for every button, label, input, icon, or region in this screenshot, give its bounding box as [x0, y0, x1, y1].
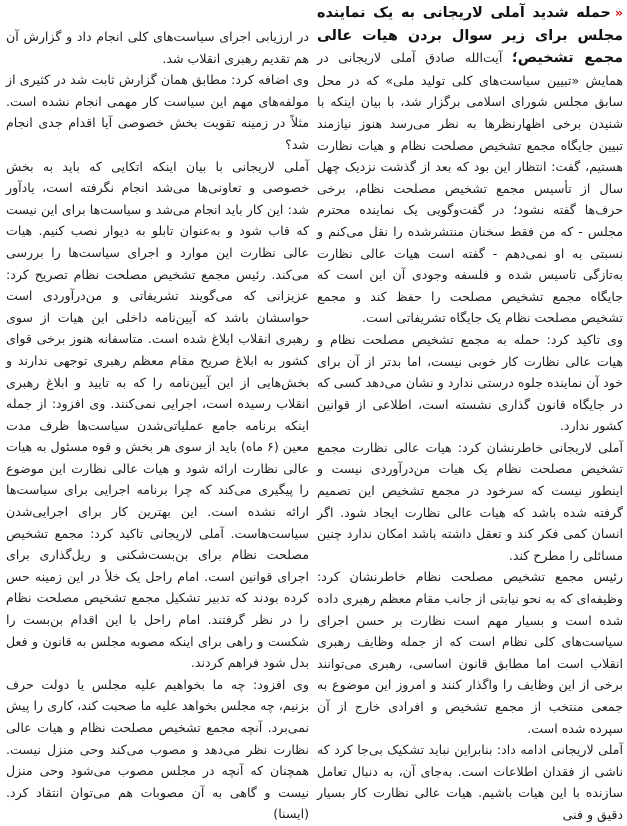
paragraph: آملی لاریجانی با بیان اینکه اتکایی که باید به بخش خصوصی و تعاونی‌ها می‌شد انجام نگرفته است، یادآور شد: این کار باید انجام می‌شد و سیاست‌ها برای این نیست که قاب شود و به‌عنوان تابلو به دیوار نصب کنیم. هیات عالی نظارت این موارد و اجرای سیاست‌ها را بررسی می‌کند. رئیس مجمع تشخیص مصلحت نظام تصریح کرد: عزیزانی که می‌گویند تشریفاتی و من‌درآوردی است حواسشان باشد که آیین‌نامه داخلی این هیات از سوی رهبری انقلاب ابلاغ شده است. متاسفانه هنوز برخی قوای کشور به ابلاغ صریح مقام معظم رهبری توجهی ندارند و بخش‌هایی از این آیین‌نامه را که به تایید و ابلاغ رهبری انقلاب رسیده است، اجرایی نمی‌کنند. وی افزود: از جمله اینکه برنامه جامع عملیاتی‌شدن سیاست‌ها ظرف مدت معین (۶ ماه) باید از سوی هر بخش و قوه مسئول به هیات عالی نظارت ارائه شود و هیات عالی نظارت این موضوع را پیگیری می‌کند که چرا برنامه اجرایی برای سیاست‌ها ارائه نشده است. این بهترین کار برای اجرایی‌شدن سیاست‌هاست. آملی لاریجانی تاکید کرد: مجمع تشخیص مصلحت نظام برای بن‌بست‌شکنی و ریل‌گذاری برای اجرای قوانین است. امام راحل یک خلأ در این زمینه حس کرده بودند که تدبیر تشکیل مجمع تشخیص مصلحت نظام را در نظر گرفتند. امام راحل با این اقدام بن‌بست را شکست و راهی برای اینکه مصوبه مجلس به قانون و فعل بدل شود فراهم کردند.: [6, 158, 309, 671]
double-chevron-left-icon: «: [614, 5, 623, 20]
paragraph: آملی لاریجانی ادامه داد: بنابراین نباید تشکیک بی‌جا کرد که ناشی از فقدان اطلاعات است. به‌جای آن، به دنبال تعامل سازنده با این هیات باشیم. هیات عالی نظارت کار بسیار دقیق و فنی: [317, 742, 623, 822]
article-lead-paragraph: [317, 2, 623, 329]
paragraph: وی اضافه کرد: مطابق همان گزارش ثابت شد در کثیری از مولفه‌های مهم این سیاست کار مهمی انجام نشده است. مثلاً در زمینه تقویت بخش خصوصی آیا اقدام جدی انجام شد؟: [6, 72, 309, 152]
paragraph: رئیس مجمع تشخیص مصلحت نظام خاطرنشان کرد: وظیفه‌ای که به نحو نیابتی از جانب مقام معظم رهبری داده شده است و بسیار مهم است نظارت بر حسن اجرای سیاست‌های کلی نظام است که از جمله وظایف رهبری انقلاب است اما مطابق قانون اساسی، رهبری می‌توانند برخی از این وظایف را واگذار کنند و امروز این موضوع به جمعی منتخب از مجمع تشخیص و افرادی خارج از آن سپرده شده است.: [317, 569, 623, 736]
paragraph: وی تاکید کرد: حمله به مجمع تشخیص مصلحت نظام و هیات عالی نظارت کار خوبی نیست، اما بدتر از آن برای خود آن نماینده جلوه درستی ندارد و نشان می‌دهد کسی که در جایگاه قانون گذاری نشسته است، اطلاعی از قوانین کشور ندارد.: [317, 331, 623, 434]
paragraph: آیت‌الله صادق آملی لاریجانی در همایش «تبیین سیاست‌های کلی تولید ملی» که در محل سابق مجلس شورای اسلامی برگزار شد، با بیان اینکه با شنیدن برخی اظهارنظرها به نظر می‌رسد هنوز نیازمند تبیین جایگاه مجمع تشخیص مصلحت نظام و هیات نظارت هستیم، گفت: انتظار این بود که بعد از گذشت نزدیک چهل سال از تأسیس مجمع تشخیص مصلحت نظام، برخی حرف‌ها گفته نشود؛ در گفت‌وگویی یک نماینده محترم مجلس - که من فقط سخنان منتشرشده را نقل می‌کنم و نسبتی به او نمی‌دهم - گفته است هیات عالی نظارت به‌تازگی تاسیس شده و فلسفه وجودی آن این است که جایگاه مجمع تشخیص مصلحت را حفظ کند و مجمع تشخیص مصلحت نظام یک جایگاه تشریفاتی است.: [317, 50, 623, 326]
article-headline: حمله شدید آملی لاریجانی به یک نماینده مجلس برای زیر سوال بردن هیات عالی مجمع تشخیص؛: [317, 5, 624, 67]
article-left-column: [6, 26, 309, 825]
article-right-column: [317, 2, 623, 826]
paragraph: وی افزود: چه ما بخواهیم علیه مجلس یا دولت حرف بزنیم، چه مجلس بخواهد علیه ما صحبت کند، کاری را پیش نمی‌برد. آنچه مجمع تشخیص مصلحت نظام و هیات عالی نظارت نظر می‌دهد و مصوب می‌کند وحی منزل نیست. همچنان که آنچه در مجلس مصوب می‌شود وحی منزل نیست و گاهی به آن مصوبات هم می‌توان انتقاد کرد. (ایسنا): [6, 676, 309, 822]
paragraph: در ارزیابی اجرای سیاست‌های کلی انجام داد و گزارش آن هم تقدیم رهبری انقلاب شد.: [6, 29, 309, 66]
paragraph: آملی لاریجانی خاطرنشان کرد: هیات عالی نظارت مجمع تشخیص مصلحت نظام یک هیات من‌درآوردی نیست و اینطور نیست که سرخود در مجمع تشخیص این تصمیم گرفته شده باشد که هیات عالی نظارت ایجاد شود. اگر انسان کمی فکر کند و تعقل داشته باشد امکان ندارد چنین مسائلی را مطرح کند.: [317, 439, 623, 563]
